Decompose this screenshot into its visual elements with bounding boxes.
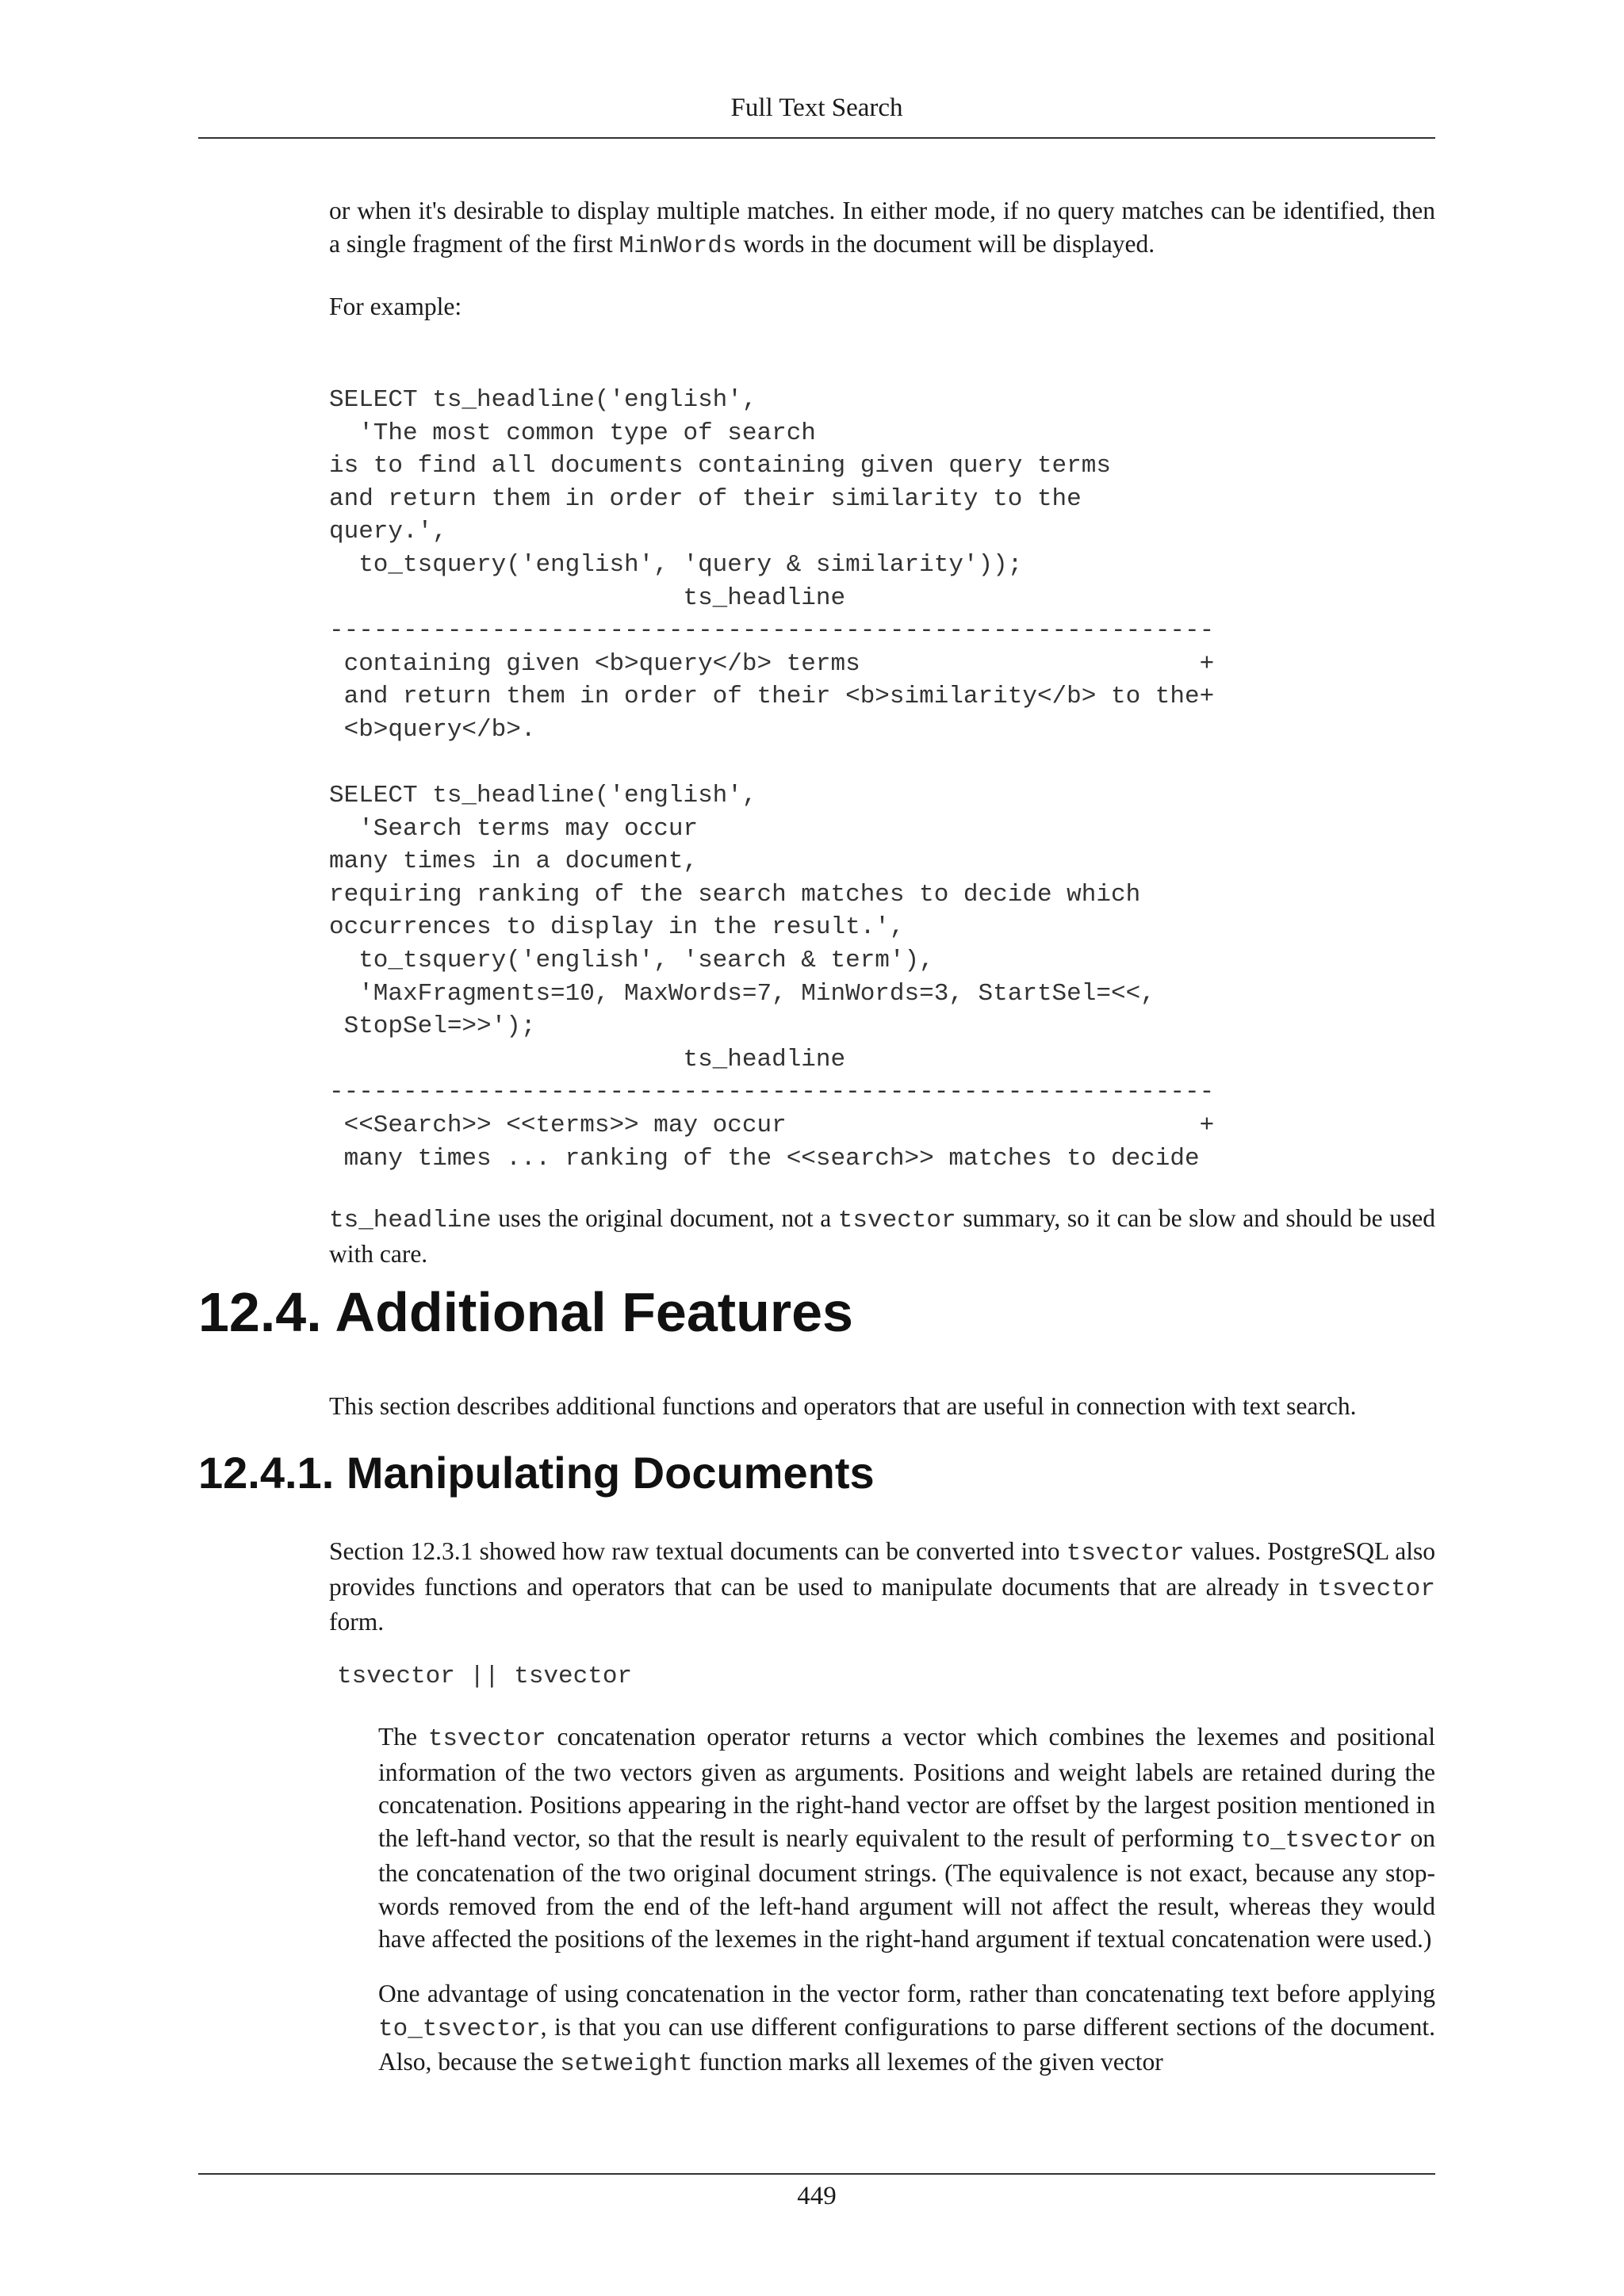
inline-code: to_tsvector: [378, 2015, 541, 2043]
inline-code: setweight: [560, 2050, 693, 2078]
term-description-1: [378, 1720, 1435, 1956]
paragraph-text: form.: [329, 1608, 385, 1636]
footer-rule: [198, 2173, 1435, 2175]
subsection-heading: 12.4.1. Manipulating Documents: [198, 1448, 875, 1498]
note-text: summary, so it can be slow and should be used with care.: [329, 1204, 1435, 1268]
inline-code: tsvector: [1066, 1540, 1185, 1567]
subsection-paragraph: [329, 1535, 1435, 1639]
inline-code: tsvector: [837, 1207, 956, 1234]
paragraph-text: Section 12.3.1 showed how raw textual documents can be converted into: [329, 1537, 1067, 1565]
inline-code: tsvector: [427, 1725, 546, 1753]
note-text: uses the original document, not a: [491, 1204, 838, 1232]
description-text: on the concatenation of the two original document strings. (The equivalence is not exact, because any stop-words removed from the end of the left-hand argument will not affect the result, whereas they would have affected the positions of the lexemes in the right-hand argument if textual concatenation were used.): [378, 1823, 1436, 1953]
running-header: Full Text Search: [730, 94, 903, 122]
term-label: tsvector || tsvector: [337, 1663, 633, 1690]
inline-code: ts_headline: [329, 1207, 492, 1234]
intro-text: words in the document will be displayed.: [737, 229, 1155, 258]
description-text: , is that you can use different configurations to parse different sections of the document. Also, because the: [378, 2012, 1435, 2076]
intro-text: or when it's desirable to display multiple matches. In either mode, if no query matches can be identified, then a single fragment of the first: [329, 197, 1435, 258]
ts-headline-note: [329, 1202, 1435, 1270]
example-label: For example:: [329, 293, 462, 320]
inline-code: MinWords: [619, 232, 737, 260]
description-text: One advantage of using concatenation in the vector form, rather than concatenating text before applying: [378, 1980, 1435, 2007]
code-block-2: SELECT ts_headline('english', 'Search terms may occur many times in a document, requiring ranking of the search matches to decide which occurrences to display in the result.', to_tsquery('english', 'search & term'), 'MaxFragments=10, MaxWords=7, MinWords=3, StartSel=<<, StopSel=>>'); ts_headline ------------------------------------------------------------ <<Search>> <<terms>> may occur + many times ... ranking of the <<search>> matches to decide: [329, 782, 1215, 1173]
paragraph-text: values. PostgreSQL also provides functions and operators that can be used to manipulate documents that are already in: [329, 1537, 1436, 1601]
section-heading: 12.4. Additional Features: [198, 1281, 853, 1343]
header-rule: [198, 137, 1435, 139]
description-text: concatenation operator returns a vector which combines the lexemes and positional information of the two vectors given as arguments. Positions and weight labels are retained during the concatenation. Positions appearing in the right-hand vector are offset by the largest position mentioned in the left-hand vector, so that the result is nearly equivalent to the result of performing: [378, 1723, 1435, 1852]
page-number: 449: [797, 2182, 837, 2210]
inline-code: to_tsvector: [1240, 1826, 1404, 1854]
inline-code: tsvector: [1317, 1575, 1435, 1603]
term-description-2: [378, 1977, 1435, 2081]
description-text: function marks all lexemes of the given vector: [692, 2048, 1163, 2076]
description-text: The: [378, 1723, 428, 1751]
section-intro: This section describes additional functions and operators that are useful in connection with text search.: [329, 1392, 1357, 1420]
code-block-1: SELECT ts_headline('english', 'The most common type of search is to find all documents containing given query terms and return them in order of their similarity to the query.', to_tsquery('english', 'query & similarity')); ts_headline ------------------------------------------------------------ containing given <b>query</b> terms + and return them in order of their <b>similarity</b> to the+ <b>query</b>.: [329, 386, 1215, 744]
intro-paragraph: [329, 194, 1435, 262]
